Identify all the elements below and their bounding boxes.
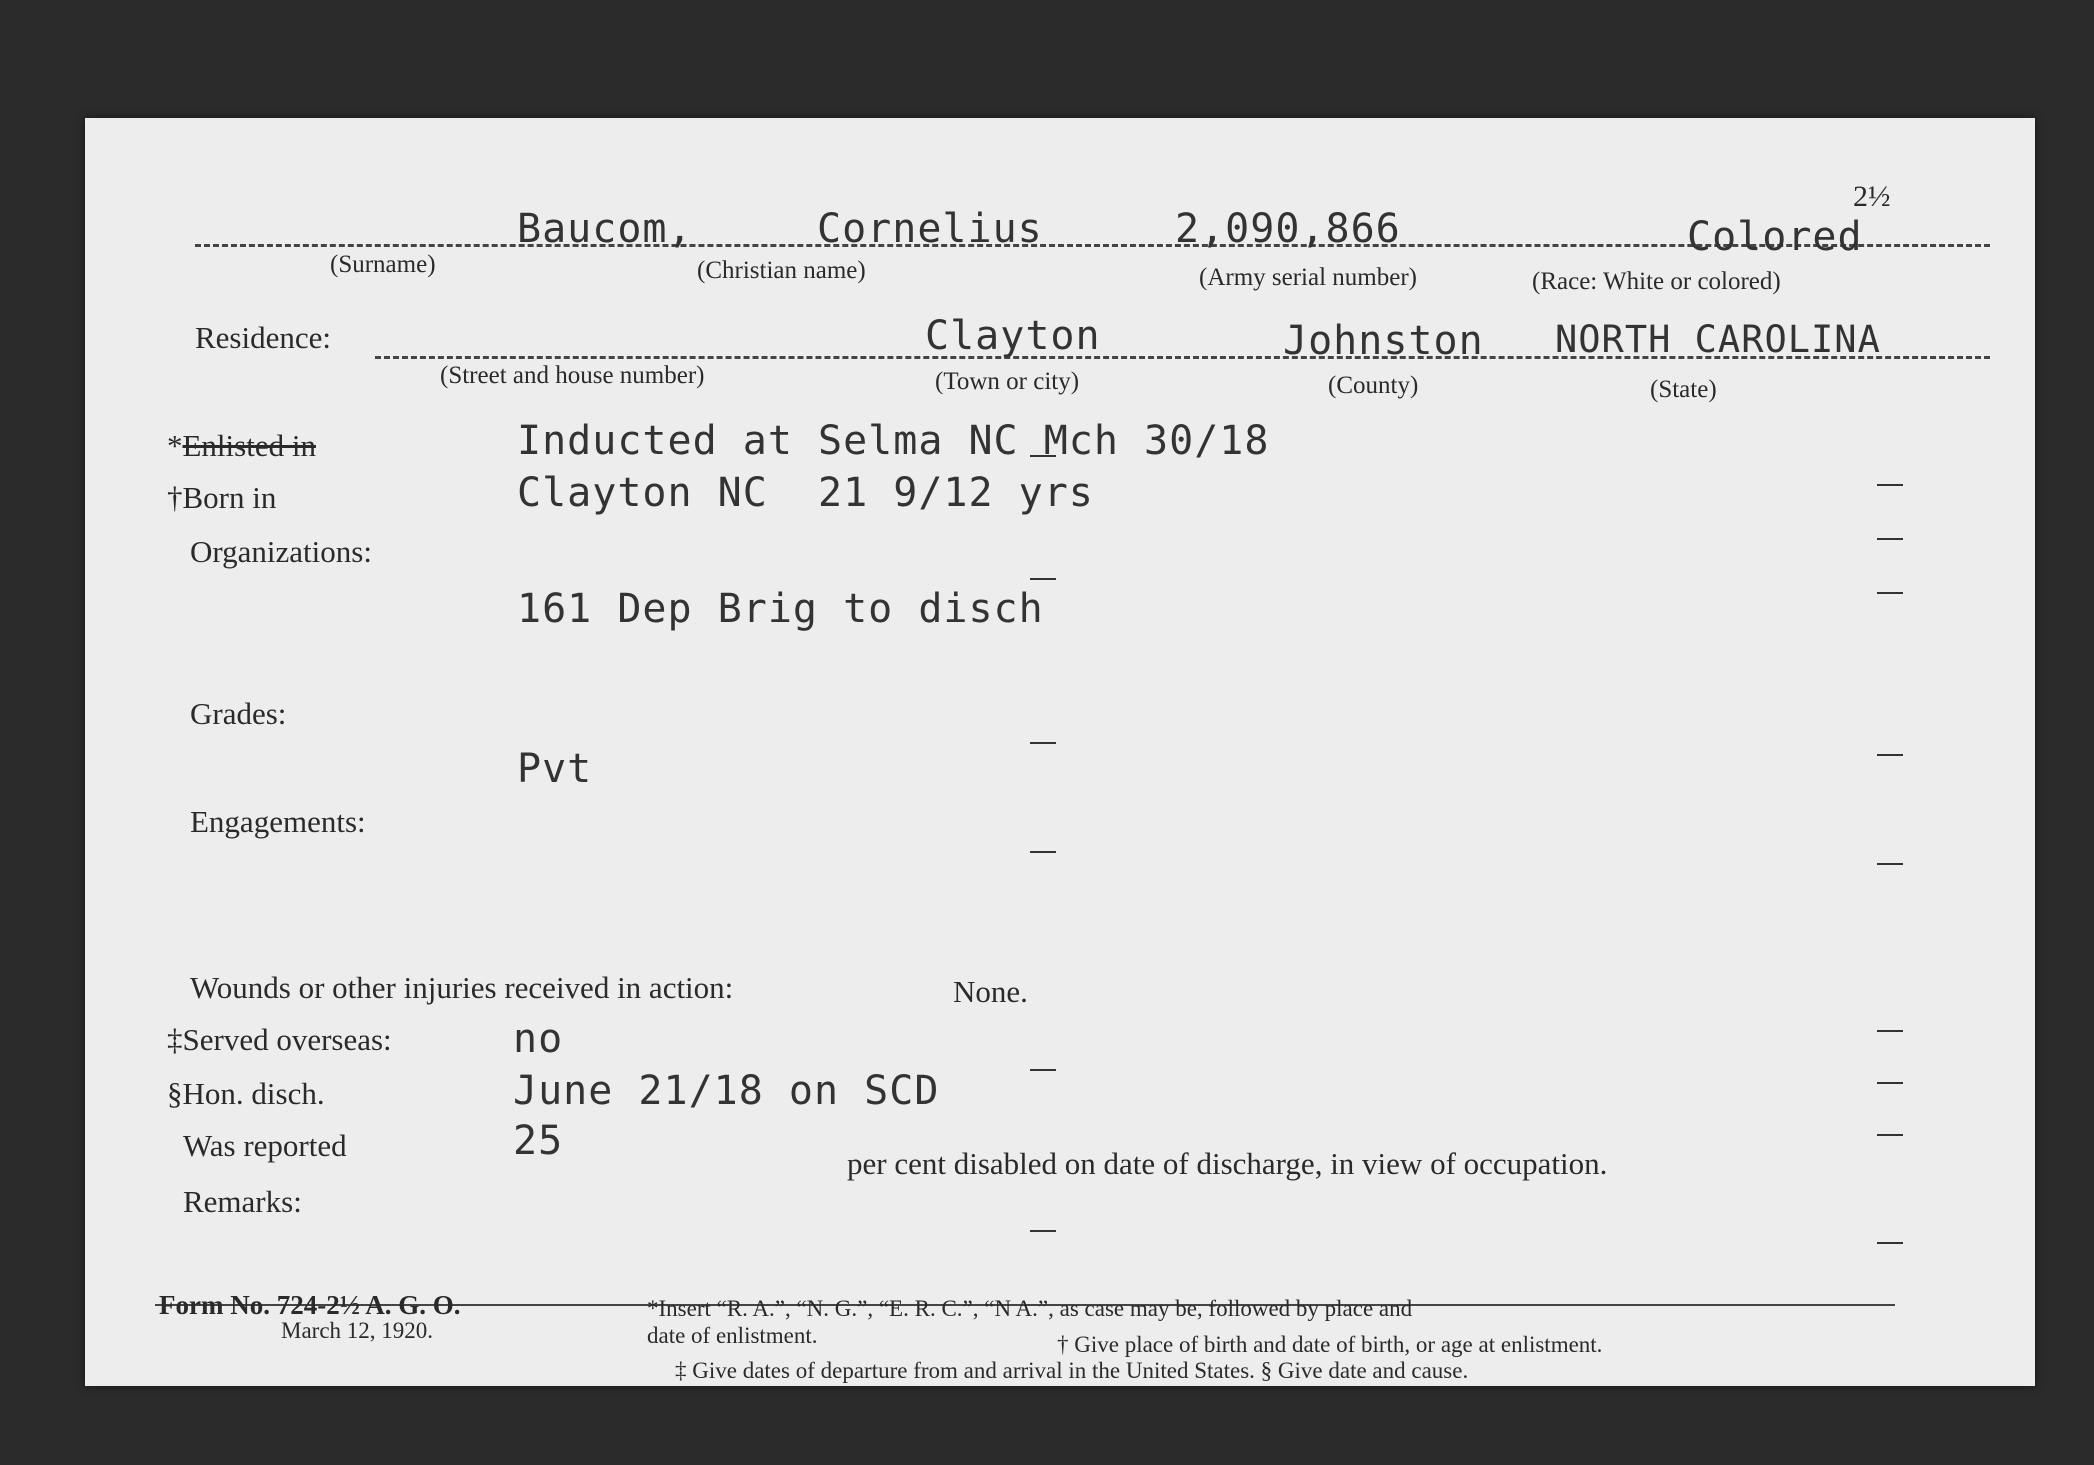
form-number: Form No. 724-2½ A. G. O. xyxy=(159,1290,461,1320)
blank-tick xyxy=(1877,1134,1903,1136)
county-value: Johnston xyxy=(1283,318,1484,364)
surname-label: (Surname) xyxy=(330,251,436,278)
hon-disch-label: §Hon. disch. xyxy=(167,1076,325,1111)
corner-code: 2½ xyxy=(1853,180,1891,213)
enlisted-label xyxy=(167,428,316,464)
residence-label: Residence: xyxy=(195,320,332,355)
surname-value: Baucom, xyxy=(517,206,693,252)
state-label: (State) xyxy=(1650,376,1717,403)
town-label: (Town or city) xyxy=(935,368,1080,395)
wounds-value: None. xyxy=(953,974,1028,1009)
was-reported-label: Was reported xyxy=(183,1128,347,1163)
town-value: Clayton xyxy=(925,313,1101,359)
blank-tick xyxy=(1030,455,1056,457)
hon-disch-value: June 21/18 on SCD xyxy=(513,1068,940,1114)
served-overseas-value: no xyxy=(513,1016,564,1062)
enlisted-value: Inducted at Selma NC Mch 30/18 xyxy=(517,418,1270,464)
blank-tick xyxy=(1877,1082,1903,1084)
blank-tick xyxy=(1877,538,1903,540)
serial-number-label: (Army serial number) xyxy=(1199,264,1417,291)
grades-value: Pvt xyxy=(517,746,593,792)
blank-tick xyxy=(1030,1230,1056,1232)
remarks-label: Remarks: xyxy=(183,1184,302,1219)
blank-tick xyxy=(1877,1242,1903,1244)
footnote-insert-cont: date of enlistment. xyxy=(647,1323,818,1348)
footnote-insert: *Insert “R. A.”, “N. G.”, “E. R. C.”, “N A.”, as case may be, followed by place and xyxy=(647,1296,1413,1321)
christian-name-label: (Christian name) xyxy=(697,257,866,284)
blank-tick xyxy=(1877,863,1903,865)
blank-tick xyxy=(1877,1030,1903,1032)
blank-tick xyxy=(1877,754,1903,756)
wounds-label: Wounds or other injuries received in action: xyxy=(190,970,734,1005)
blank-tick xyxy=(1030,742,1056,744)
served-overseas-label: ‡Served overseas: xyxy=(167,1022,392,1057)
born-value: Clayton NC 21 9/12 yrs xyxy=(517,470,1094,516)
blank-tick xyxy=(1030,851,1056,853)
enlisted-struck-text: Enlisted in xyxy=(182,428,316,463)
county-label: (County) xyxy=(1328,372,1419,399)
serial-number-value: 2,090,866 xyxy=(1175,206,1401,252)
blank-tick xyxy=(1030,578,1056,580)
street-label: (Street and house number) xyxy=(440,362,705,389)
form-date: March 12, 1920. xyxy=(281,1318,434,1343)
service-card xyxy=(85,118,2035,1386)
christian-name-value: Cornelius xyxy=(817,206,1043,252)
enlisted-star: * xyxy=(167,428,183,463)
engagements-label: Engagements: xyxy=(190,804,366,839)
born-label: †Born in xyxy=(167,480,277,515)
disability-percent-value: 25 xyxy=(513,1118,564,1164)
race-value: Colored xyxy=(1687,214,1863,260)
organizations-label: Organizations: xyxy=(190,534,372,569)
blank-tick xyxy=(1877,592,1903,594)
state-value: NORTH CAROLINA xyxy=(1555,318,1881,361)
footnote-birth: † Give place of birth and date of birth, or age at enlistment. xyxy=(1057,1332,1603,1357)
disability-suffix: per cent disabled on date of discharge, in view of occupation. xyxy=(847,1146,1608,1181)
organizations-value: 161 Dep Brig to disch xyxy=(517,586,1044,632)
blank-tick xyxy=(1030,1069,1056,1071)
grades-label: Grades: xyxy=(190,696,287,731)
race-label: (Race: White or colored) xyxy=(1532,268,1781,295)
blank-tick xyxy=(1877,484,1903,486)
footnote-overseas: ‡ Give dates of departure from and arrival in the United States. § Give date and cause. xyxy=(675,1358,1469,1383)
